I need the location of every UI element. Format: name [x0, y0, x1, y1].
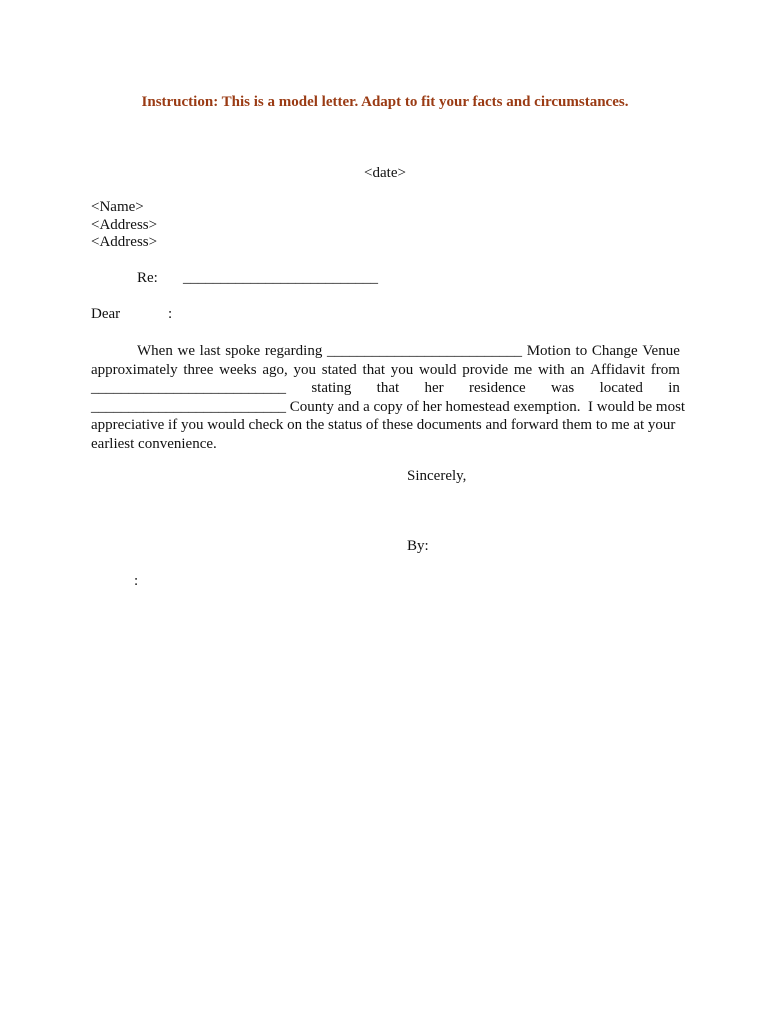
body-word: an	[570, 361, 585, 378]
letter-body-paragraph	[91, 342, 686, 453]
body-line-3	[91, 379, 680, 398]
body-word: When	[137, 343, 173, 359]
body-word: Motion	[526, 343, 571, 359]
re-label: Re:	[137, 270, 158, 286]
re-blank-line: __________________________	[183, 270, 378, 286]
body-word: residence	[468, 380, 526, 396]
enclosure-colon: :	[134, 573, 139, 589]
body-word: that	[376, 380, 400, 396]
body-word: that	[362, 361, 386, 378]
body-line-2	[91, 361, 680, 380]
closing-sincerely: Sincerely,	[407, 468, 467, 484]
body-word: Affidavit	[590, 361, 646, 378]
body-word: provide	[462, 361, 509, 378]
recipient-name: <Name>	[91, 199, 144, 215]
body-text: County and a copy of her homestead exemption. I would be most	[289, 398, 686, 415]
body-word: would	[419, 361, 457, 378]
recipient-address-line-2: <Address>	[91, 234, 158, 250]
body-line-6: earliest convenience.	[91, 435, 217, 452]
recipient-address-line-1: <Address>	[91, 216, 158, 233]
body-word: spoke	[225, 343, 261, 359]
body-word: you	[293, 361, 317, 378]
body-word: was	[550, 380, 575, 396]
body-line-1	[91, 342, 680, 361]
body-word: weeks	[219, 361, 257, 378]
body-word: approximately	[91, 361, 178, 378]
body-word: from	[650, 361, 680, 378]
body-blank-line: __________________________	[91, 398, 286, 415]
body-word: stated	[321, 361, 357, 378]
body-line-4	[91, 398, 686, 417]
body-word: regarding	[264, 343, 323, 359]
body-word: Change	[591, 343, 638, 359]
body-word: last	[199, 343, 221, 359]
body-word: three	[183, 361, 214, 378]
body-word: Venue	[642, 343, 680, 359]
body-word: her	[424, 380, 444, 396]
body-blank-line: __________________________	[327, 343, 523, 359]
salutation-colon: :	[168, 306, 173, 322]
body-word: you	[390, 361, 414, 378]
body-word: we	[177, 343, 195, 359]
signature-by-label: By:	[407, 538, 429, 554]
salutation-dear: Dear	[91, 306, 121, 322]
body-word: with	[537, 361, 565, 378]
body-word: to	[575, 343, 588, 359]
body-line-5: appreciative if you would check on the status of these documents and forward them to me at your	[91, 417, 676, 433]
body-blank-line: __________________________	[91, 380, 286, 396]
body-word: me	[513, 361, 533, 378]
date-placeholder: <date>	[364, 165, 406, 181]
body-word: ago,	[262, 361, 288, 378]
body-word: in	[668, 380, 680, 396]
body-word: located	[599, 380, 643, 396]
body-word: stating	[311, 380, 352, 396]
recipient-address-block	[91, 199, 157, 252]
instruction-heading: Instruction: This is a model letter. Adapt to fit your facts and circumstances.	[141, 94, 629, 110]
